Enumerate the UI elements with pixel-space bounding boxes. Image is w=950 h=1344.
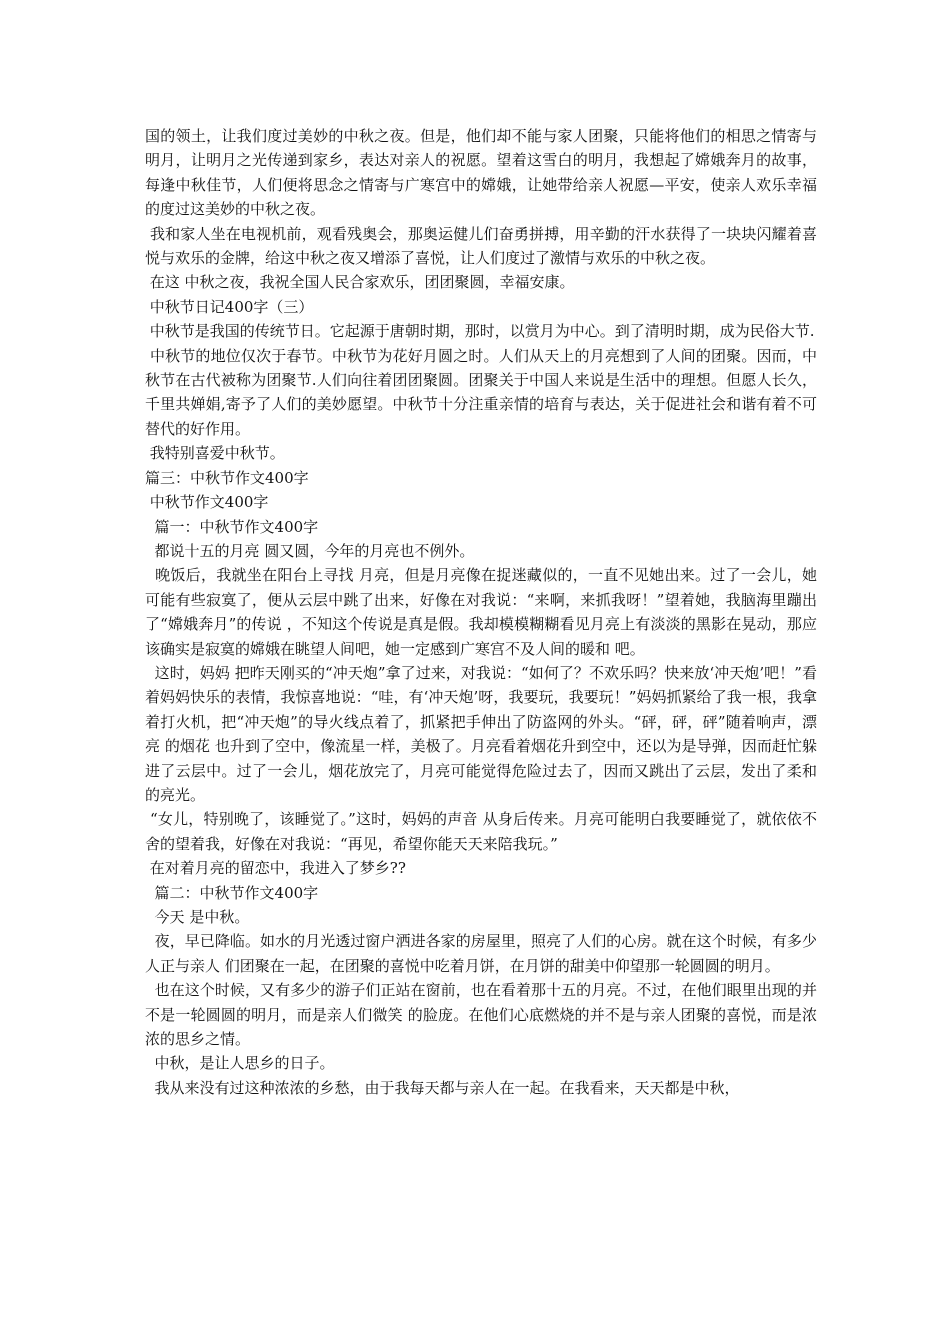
- paragraph: 都说十五的月亮 圆又圆，今年的月亮也不例外。: [145, 541, 475, 560]
- paragraph: 晚饭后，我就坐在阳台上寻找 月亮，但是月亮像在捉迷藏似的，一直不见她出来。过了一会儿，她可能有些寂寞了，便从云层中跳了出来，好像在对我说：“来啊，来抓我呀！”望着她，我脑海里蹦出了“嫦娥奔月”的传说 ，不知这个传说是真是假。我却模模糊糊看见月亮上有淡淡的黑影在晃动，那应该确实是寂寞的嫦娥在眺望人间吧，她一定感到广寒宫不及人间的暖和 吧。: [145, 566, 817, 658]
- paragraph: 这时，妈妈 把昨天刚买的“冲天炮”拿了过来，对我说：“如何了？不欢乐吗？快来放‘冲天炮’吧！”看着妈妈快乐的表情，我惊喜地说：“哇，有‘冲天炮’呀，我要玩，我要玩！”妈妈抓紧给了我一根，我拿着打火机，把“冲天炮”的导火线点着了，抓紧把手伸出了防盗网的外头。“砰，砰，砰”随着响声，漂亮 的烟花 也升到了空中，像流星一样，美极了。月亮看着烟花升到空中，还以为是导弹，因而赶忙躲进了云层中。过了一会儿，烟花放完了，月亮可能觉得危险过去了，因而又跳出了云层，发出了柔和的亮光。: [145, 663, 817, 804]
- paragraph: 我特别喜爱中秋节。: [145, 444, 285, 463]
- paragraph: 也在这个时候，又有多少的游子们正站在窗前，也在看着那十五的月亮。不过，在他们眼里出现的并不是一轮圆圆的明月，而是亲人们微笑 的脸庞。在他们心底燃烧的并不是与亲人团聚的喜悦，而是浓浓的思乡之情。: [145, 981, 817, 1049]
- section-heading: 中秋节日记400字（三）: [145, 297, 314, 316]
- section-heading: 篇三：中秋节作文400字: [145, 468, 309, 487]
- paragraph: 夜，早已降临。如水的月光透过窗户洒进各家的房屋里，照亮了人们的心房。就在这个时候，有多少人正与亲人 们团聚在一起，在团聚的喜悦中吃着月饼，在月饼的甜美中仰望那一轮圆圆的明月。: [145, 932, 817, 975]
- paragraph: 我和家人坐在电视机前，观看残奥会，那奥运健儿们奋勇拼搏，用辛勤的汗水获得了一块块闪耀着喜悦与欢乐的金牌，给这中秋之夜又增添了喜悦，让人们度过了激情与欢乐的中秋之夜。: [145, 224, 817, 268]
- paragraph: “女儿，特别晚了，该睡觉了。”这时，妈妈的声音 从身后传来。月亮可能明白我要睡觉了，就依依不舍的望着我，好像在对我说：“再见，希望你能天天来陪我玩。”: [145, 810, 817, 853]
- paragraph: 在这 中秋之夜，我祝全国人民合家欢乐，团团聚圆，幸福安康。: [145, 273, 575, 292]
- paragraph: 今天 是中秋。: [145, 908, 250, 926]
- paragraph: 我从来没有过这种浓浓的乡愁，由于我每天都与亲人在一起。在我看来，天天都是中秋，: [145, 1078, 740, 1097]
- document-body: [145, 124, 817, 1100]
- section-heading: 中秋节作文400字: [145, 493, 269, 512]
- section-heading: 篇一：中秋节作文400字: [145, 517, 319, 536]
- paragraph: 国的领土，让我们度过美妙的中秋之夜。但是，他们却不能与家人团聚，只能将他们的相思之情寄与明月，让明月之光传递到家乡，表达对亲人的祝愿。望着这雪白的明月，我想起了嫦娥奔月的故事，每逢中秋佳节，人们便将思念之情寄与广寒宫中的嫦娥，让她带给亲人祝愿—平安，使亲人欢乐幸福的度过这美妙的中秋之夜。: [145, 127, 817, 219]
- section-heading: 篇二：中秋节作文400字: [145, 883, 319, 902]
- paragraph: 在对着月亮的留恋中，我进入了梦乡??: [145, 859, 406, 878]
- paragraph: 中秋节的地位仅次于春节。中秋节为花好月圆之时。人们从天上的月亮想到了人间的团聚。因而，中秋节在古代被称为团聚节.人们向往着团团聚圆。团聚关于中国人来说是生活中的理想。但愿人长久，千里共婵娟,寄予了人们的美妙愿望。中秋节十分注重亲情的培育与表达，关于促进社会和谐有着不可替代的好作用。: [145, 346, 817, 438]
- paragraph: 中秋，是让人思乡的日子。: [145, 1054, 335, 1073]
- paragraph: 中秋节是我国的传统节日。它起源于唐朝时期，那时，以赏月为中心。到了清明时期，成为民俗大节.: [145, 322, 815, 341]
